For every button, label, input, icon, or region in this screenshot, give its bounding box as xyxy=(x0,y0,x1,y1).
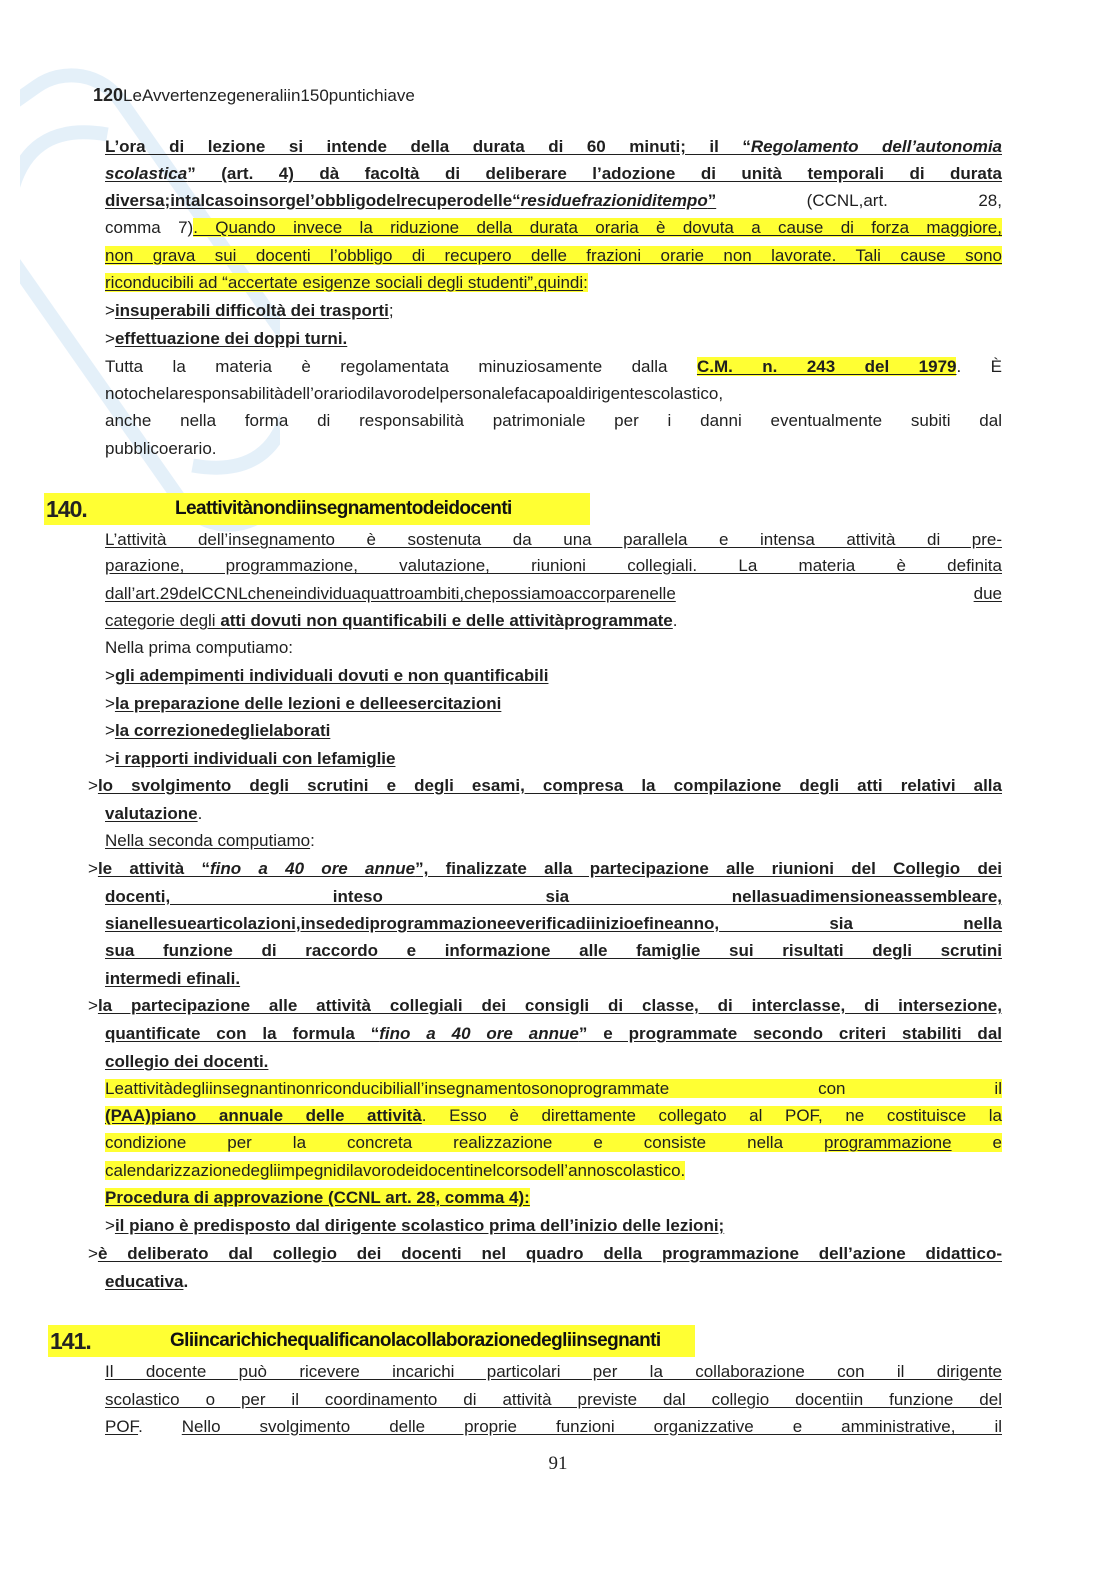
text-run: condizione per la concreta realizzazione e consiste nella xyxy=(105,1133,824,1152)
text-line xyxy=(105,827,1002,854)
text-run: la preparazione delle lezioni e delleesercitazioni xyxy=(114,694,502,713)
text-run: categorie degli xyxy=(105,611,221,630)
text-line xyxy=(105,937,1002,964)
text-run: fino a 40 ore annue xyxy=(209,859,416,878)
bullet-marker: > xyxy=(105,721,115,740)
text-run: quantificate con la formula “ xyxy=(105,1024,380,1043)
text-line xyxy=(105,407,1002,434)
bullet-marker: > xyxy=(105,749,115,768)
text-run: L’ora di lezione si intende della durata di 60 minuti; il “ xyxy=(105,137,751,156)
bullet-marker: > xyxy=(105,301,115,320)
running-header xyxy=(93,82,415,109)
text-run-highlighted: Leattivitàdegliinsegnantinonriconducibiliall’insegnamentosonoprogrammate con il xyxy=(105,1079,1002,1098)
list-item xyxy=(105,297,1002,324)
text-run: dall’art.29delCCNLcheneindividuaquattroambiti,chepossiamoaccorparenelle xyxy=(105,584,676,603)
text-run: sianellesuearticolazioni,insedediprogrammazioneeverificadiinizioefineanno, sia nella xyxy=(105,914,1002,933)
bullet-marker: > xyxy=(105,1216,115,1235)
text-run: : xyxy=(310,831,315,850)
text-run: residuefrazioniditempo xyxy=(520,191,708,210)
list-item xyxy=(105,717,1002,744)
text-line xyxy=(105,214,1002,241)
text-run: diversa;intalcasoinsorgel’obbligodelrecuperodelle“ xyxy=(105,191,521,210)
text-line xyxy=(105,1075,1002,1102)
bullet-marker: > xyxy=(88,1244,98,1263)
list-item xyxy=(105,690,1002,717)
text-run: i rapporti individuali con lefamiglie xyxy=(114,749,396,768)
text-run: ”, finalizzate alla partecipazione alle riunioni del Collegio dei xyxy=(415,859,1003,878)
text-line xyxy=(105,1048,1002,1075)
text-run: ” e programmate secondo criteri stabiliti dal xyxy=(578,1024,1002,1043)
text-run: L’attività dell’insegnamento è sostenuta da una parallela e intensa attività di pre- xyxy=(105,530,1002,549)
bullet-marker: > xyxy=(88,859,98,878)
text-run: . xyxy=(197,804,203,823)
text-line xyxy=(105,607,1002,634)
text-run-highlighted: C.M. n. 243 del 1979 xyxy=(696,357,957,376)
text-run: docenti, inteso sia nellasuadimensioneassembleare, xyxy=(105,887,1002,906)
text-line xyxy=(105,1358,1002,1385)
text-line xyxy=(105,435,1002,462)
text-line xyxy=(105,380,1002,407)
list-item xyxy=(88,1240,1002,1267)
section-heading-141 xyxy=(48,1325,695,1357)
text-run: anche nella forma di responsabilità patrimoniale per i danni eventualmente subiti dal xyxy=(105,411,1002,430)
text-line xyxy=(105,1020,1002,1047)
text-line xyxy=(105,353,1002,380)
text-run: sua funzione di raccordo e informazione alle famiglie sui risultati degli scrutini xyxy=(105,941,1002,960)
list-item xyxy=(88,772,1002,799)
list-item xyxy=(88,855,1002,882)
highlight-block xyxy=(105,1133,1002,1152)
text-run: notochelaresponsabilitàdell’orariodilavorodelpersonalefacapoaldirigentescolastico, xyxy=(105,384,724,403)
text-run: ” xyxy=(707,191,717,210)
text-run: Nella prima computiamo: xyxy=(105,638,294,657)
text-run-highlighted: . Quando invece la riduzione della durata oraria è dovuta a cause di forza maggiore, xyxy=(193,218,1002,237)
text-run: gli adempimenti individuali dovuti e non quantificabili xyxy=(114,666,549,685)
text-run: POF xyxy=(105,1417,139,1436)
text-run: Nella seconda computiamo xyxy=(105,831,311,850)
text-line xyxy=(105,1157,1002,1184)
bullet-marker: > xyxy=(105,694,115,713)
text-line xyxy=(105,526,1002,553)
text-line xyxy=(105,552,1002,579)
bullet-marker: > xyxy=(88,996,98,1015)
text-run: effettuazione dei doppi turni. xyxy=(114,329,348,348)
header-title: LeAvvertenzegeneraliin150puntichiave xyxy=(123,86,415,105)
section-heading-140 xyxy=(44,493,590,525)
text-line xyxy=(105,883,1002,910)
text-line xyxy=(105,965,1002,992)
text-run: . xyxy=(138,1417,182,1436)
list-item xyxy=(105,745,1002,772)
text-run: la partecipazione alle attività collegiali dei consigli di classe, di interclasse, di intersezione, xyxy=(97,996,1002,1015)
text-run: . xyxy=(183,1272,189,1291)
text-line xyxy=(105,160,1002,187)
bullet-marker: > xyxy=(105,329,115,348)
text-run: 28, xyxy=(978,191,1002,210)
list-item xyxy=(88,992,1002,1019)
text-run-highlighted: non grava sui docenti l’obbligo di recupero delle frazioni orarie non lavorate. Tali cause sono xyxy=(105,246,1002,265)
text-line xyxy=(105,1413,1002,1440)
text-run: il piano è predisposto dal dirigente scolastico prima dell’inizio delle lezioni; xyxy=(114,1216,725,1235)
text-run: comma 7) xyxy=(105,218,194,237)
text-run: intermedi efinali. xyxy=(105,969,241,988)
list-item xyxy=(105,325,1002,352)
text-line xyxy=(105,1129,1002,1156)
list-item xyxy=(105,662,1002,689)
text-run: . Esso è direttamente collegato al POF, ne costituisce la xyxy=(421,1106,1002,1125)
text-run: due xyxy=(973,584,1002,603)
text-line xyxy=(105,580,1002,607)
text-run: e xyxy=(951,1133,1002,1152)
section-title: Leattivitànondiinsegnamentodeidocenti xyxy=(175,498,512,519)
list-item xyxy=(105,1212,1002,1239)
text-run: . xyxy=(672,611,678,630)
text-run-highlighted: riconducibili ad “accertate esigenze sociali degli studenti”,quindi xyxy=(105,273,584,292)
text-run: ” (art. 4) dà facoltà di deliberare l’adozione di unità temporali di durata xyxy=(187,164,1002,183)
text-line xyxy=(105,1268,1002,1295)
text-line xyxy=(105,133,1002,160)
text-run: Il docente può ricevere incarichi particolari per la collaborazione con il dirigente xyxy=(105,1362,1002,1381)
text-run: Regolamento dell’autonomia xyxy=(750,137,1002,156)
text-line xyxy=(105,269,1002,296)
section-number: 141. xyxy=(50,1328,91,1354)
text-run: collegio dei docenti. xyxy=(105,1052,269,1071)
text-line xyxy=(105,634,1002,661)
highlight-block xyxy=(105,1106,1002,1125)
text-run: insuperabili difficoltà dei trasporti xyxy=(114,301,389,320)
text-run: scolastica xyxy=(105,164,188,183)
header-page-number: 120 xyxy=(93,85,124,105)
text-run: atti dovuti non quantificabili e delle attivitàprogrammate xyxy=(220,611,673,630)
text-run: . È xyxy=(956,357,1002,376)
text-run-highlighted: Procedura di approvazione (CCNL art. 28, comma 4): xyxy=(105,1188,530,1207)
text-run: pubblicoerario. xyxy=(105,439,217,458)
text-run: valutazione xyxy=(105,804,198,823)
page-number: 91 xyxy=(548,1453,568,1474)
text-run: fino a 40 ore annue xyxy=(379,1024,579,1043)
text-line xyxy=(105,800,1002,827)
section-number: 140. xyxy=(46,496,87,522)
text-line xyxy=(105,1386,1002,1413)
text-line xyxy=(105,1102,1002,1129)
text-run: le attività “ xyxy=(97,859,210,878)
subheading xyxy=(105,1184,1002,1211)
text-run: è deliberato dal collegio dei docenti nel quadro della programmazione dell’azione didattico- xyxy=(97,1244,1002,1263)
text-run: parazione, programmazione, valutazione, riunioni collegiali. La materia è definita xyxy=(105,556,1002,575)
text-run: la correzionedeglielaborati xyxy=(114,721,331,740)
text-run: educativa xyxy=(105,1272,184,1291)
text-run: Tutta la materia è regolamentata minuziosamente dalla xyxy=(105,357,697,376)
text-run: ; xyxy=(388,301,394,320)
text-run: scolastico o per il coordinamento di attività previste dal collegio docentiin funzione del xyxy=(105,1390,1002,1409)
text-line xyxy=(105,187,1002,214)
text-line xyxy=(105,242,1002,269)
section-title: Gliincarichichequalificanolacollaborazionedegliinsegnanti xyxy=(170,1330,661,1351)
text-run: programmazione xyxy=(824,1133,952,1152)
text-run: (PAA)piano annuale delle attività xyxy=(105,1106,422,1125)
text-line xyxy=(105,910,1002,937)
text-run: (CCNL,art. xyxy=(806,191,888,210)
text-run-highlighted: : xyxy=(583,273,588,292)
bullet-marker: > xyxy=(105,666,115,685)
text-run-highlighted: calendarizzazionedegliimpegnidilavorodeidocentinelcorsodell’annoscolastico. xyxy=(105,1161,686,1180)
text-run: Nello svolgimento delle proprie funzioni organizzative e amministrative, il xyxy=(181,1417,1002,1436)
bullet-marker: > xyxy=(88,776,98,795)
text-run: lo svolgimento degli scrutini e degli esami, compresa la compilazione degli atti relativi alla xyxy=(97,776,1002,795)
